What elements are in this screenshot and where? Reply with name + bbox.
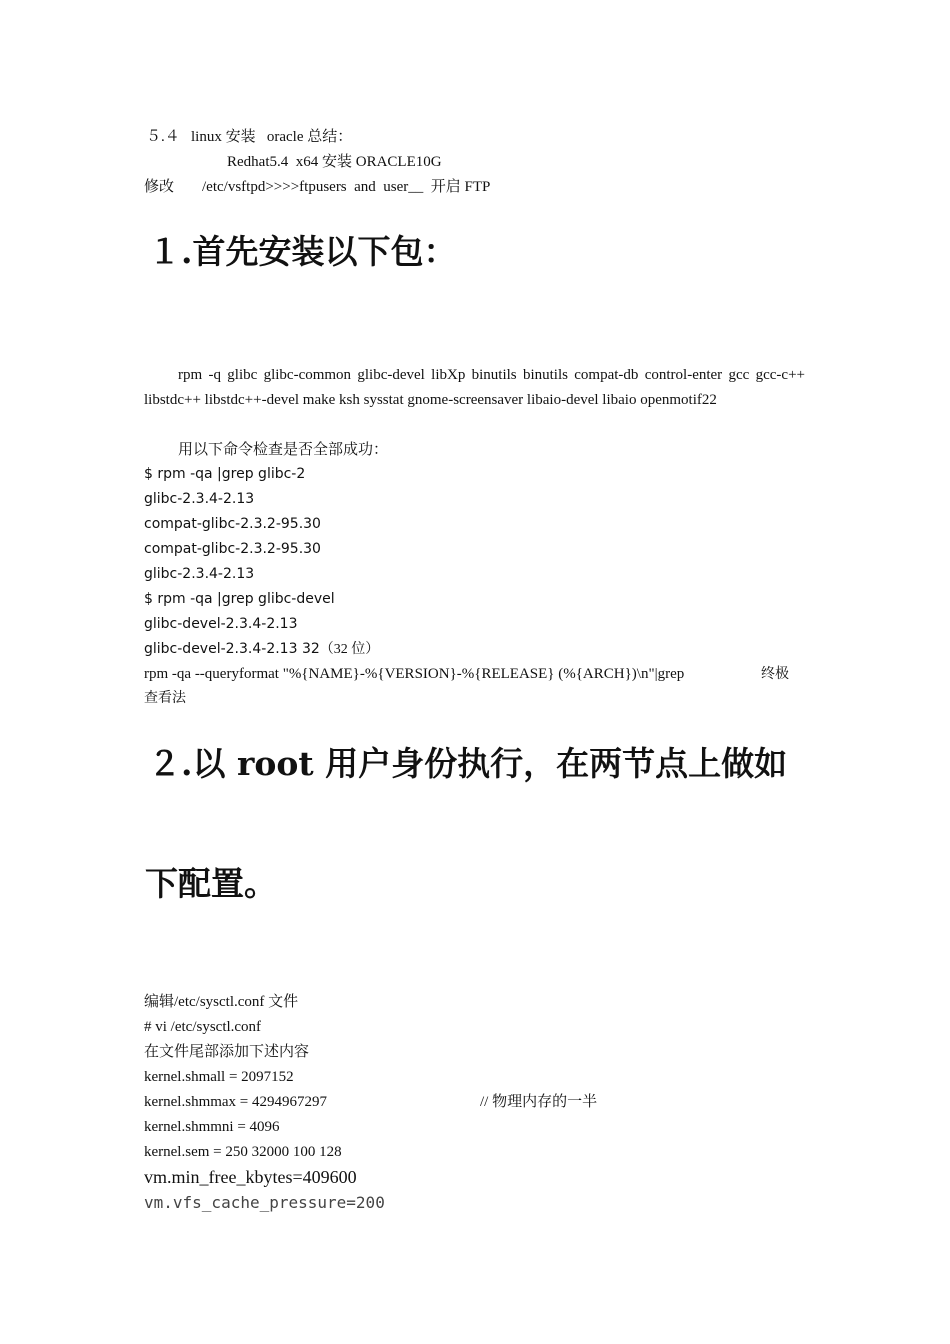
append-note: 在文件尾部添加下述内容 — [144, 1044, 310, 1060]
config-line-sem: kernel.sem = 250 32000 100 128 — [144, 1144, 342, 1160]
config-line-shmall: kernel.shmall = 2097152 — [144, 1069, 294, 1085]
intro-line-2: Redhat5.4 x64 安装 ORACLE10G — [227, 154, 442, 170]
query-note-2: 查看法 — [144, 691, 186, 706]
query-command: rpm -qa --queryformat "%{NAME}-%{VERSION}-%{RELEASE} (%{ARCH})\n"|grep — [144, 666, 685, 682]
command-line: glibc-2.3.4-2.13 — [144, 491, 255, 507]
vi-command: # vi /etc/sysctl.conf — [144, 1019, 262, 1035]
query-note: 终极 — [761, 667, 789, 682]
command-line: glibc-2.3.4-2.13 — [144, 566, 255, 582]
command-line: $ rpm -qa |grep glibc-devel — [144, 591, 335, 607]
intro-line-3-label: 修改 — [144, 179, 175, 195]
command-text: glibc-devel-2.3.4-2.13 32 — [144, 641, 320, 657]
section1-heading: １.首先安装以下包： — [148, 232, 457, 271]
config-line-shmmni: kernel.shmmni = 4096 — [144, 1119, 280, 1135]
intro-line-1: ５.４ linux 安装 oracle 总结： — [146, 129, 353, 145]
intro-line-3-text: /etc/vsftpd>>>>ftpusers and user__ 开启 FTP — [202, 179, 491, 195]
command-line-32bit — [144, 639, 379, 660]
command-line: compat-glibc-2.3.2-95.30 — [144, 541, 321, 557]
command-line: compat-glibc-2.3.2-95.30 — [144, 516, 321, 532]
config-line-shmmax: kernel.shmmax = 4294967297 — [144, 1094, 328, 1110]
command-line: $ rpm -qa |grep glibc-2 — [144, 466, 306, 482]
check-intro: 用以下命令检查是否全部成功： — [178, 442, 389, 458]
edit-file-note: 编辑/etc/sysctl.conf 文件 — [144, 994, 299, 1010]
command-line: glibc-devel-2.3.4-2.13 — [144, 616, 298, 632]
section2-heading-line-1: ２.以 root 用户身份执行，在两节点上做如 — [148, 744, 788, 783]
config-line-vfs-cache: vm.vfs_cache_pressure=200 — [144, 1193, 385, 1212]
config-line-min-free: vm.min_free_kbytes=409600 — [144, 1167, 357, 1187]
section2-heading-line-2: 下配置。 — [145, 864, 277, 903]
package-list: rpm -q glibc glibc-common glibc-devel libXp binutils binutils compat-db control-enter gcc gcc-c++ libstdc++ libstdc++-devel make ksh sysstat gnome-screensaver libaio-devel libaio openmotif22 — [144, 367, 805, 408]
shmmax-comment: // 物理内存的一半 — [480, 1094, 598, 1110]
command-note: （32 位） — [319, 642, 380, 657]
